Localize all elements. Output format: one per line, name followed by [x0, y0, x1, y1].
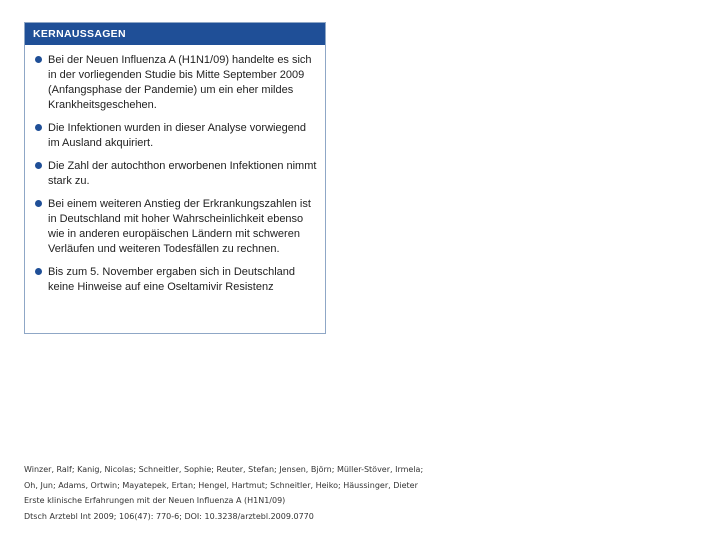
key-messages-header	[25, 23, 325, 45]
key-message-text: Bei einem weiteren Anstieg der Erkrankungszahlen ist in Deutschland mit hoher Wahrscheinlichkeit ebenso wie in anderen europäischen Ländern mit schweren Verläufen und weiteren Todesfällen zu rechnen.	[48, 198, 311, 255]
key-message-text: Bei der Neuen Influenza A (H1N1/09) handelte es sich in der vorliegenden Studie bis Mitte September 2009 (Anfangsphase der Pandemie) um ein eher mildes Krankheitsgeschehen.	[48, 54, 312, 111]
key-message-item	[35, 197, 317, 257]
key-message-item	[35, 121, 317, 151]
citation-title: Erste klinische Erfahrungen mit der Neuen Influenza A (H1N1/09)	[24, 496, 286, 505]
key-messages-box	[24, 22, 326, 334]
key-message-text: Bis zum 5. November ergaben sich in Deutschland keine Hinweise auf eine Oseltamivir Resistenz	[48, 266, 296, 293]
citation-source: Dtsch Arztebl Int 2009; 106(47): 770-6; DOI: 10.3238/arztebl.2009.0770	[24, 511, 314, 521]
key-message-item	[35, 53, 317, 113]
key-messages-list	[25, 45, 325, 295]
bullet-dot-icon	[35, 56, 42, 63]
bullet-dot-icon	[35, 162, 42, 169]
citation-authors-line-2: Oh, Jun; Adams, Ortwin; Mayatepek, Ertan; Hengel, Hartmut; Schneitler, Heiko; Häussinger, Dieter	[24, 480, 418, 490]
bullet-dot-icon	[35, 200, 42, 207]
key-message-item	[35, 159, 317, 189]
key-message-text: Die Infektionen wurden in dieser Analyse vorwiegend im Ausland akquiriert.	[48, 122, 307, 149]
bullet-dot-icon	[35, 268, 42, 275]
key-messages-title: KERNAUSSAGEN	[33, 28, 126, 40]
citation-block	[24, 462, 704, 524]
bullet-dot-icon	[35, 124, 42, 131]
key-message-item	[35, 265, 317, 295]
key-message-text: Die Zahl der autochthon erworbenen Infektionen nimmt stark zu.	[48, 160, 317, 187]
citation-authors-line-1: Winzer, Ralf; Kanig, Nicolas; Schneitler, Sophie; Reuter, Stefan; Jensen, Björn; Müller-Stöver, Irmela;	[24, 465, 424, 474]
